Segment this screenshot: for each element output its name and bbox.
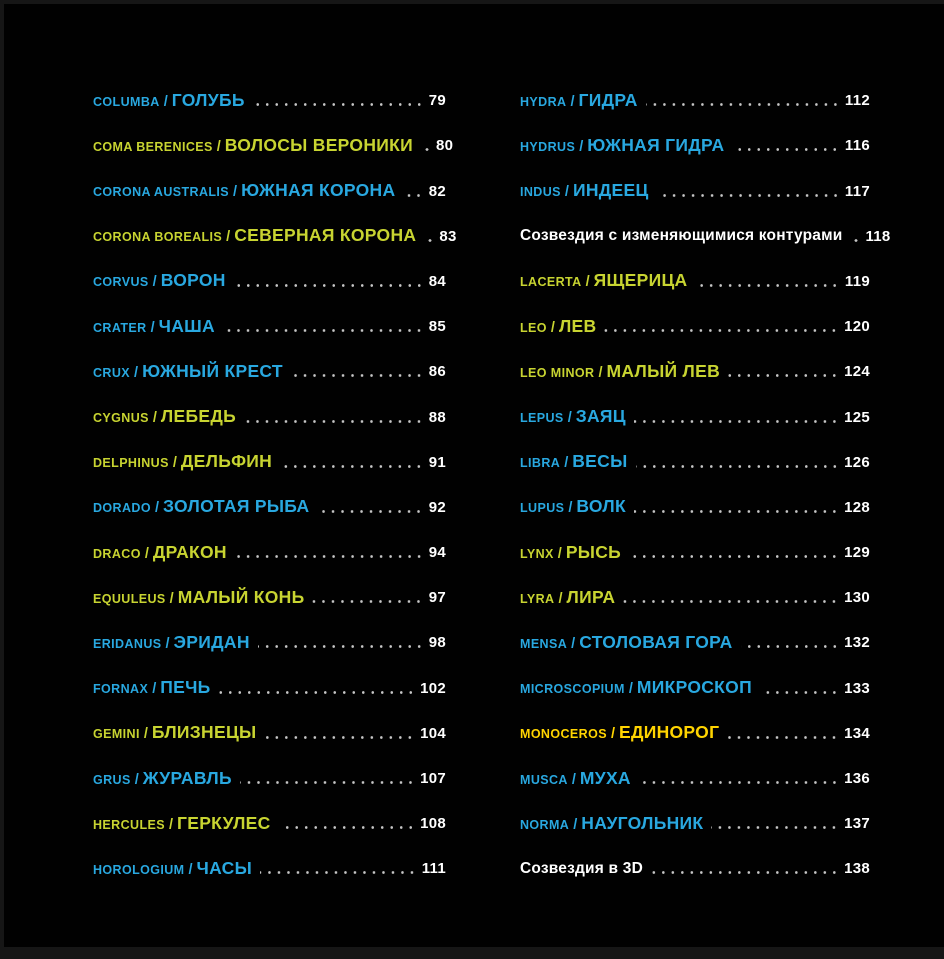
toc-separator: /	[150, 319, 155, 336]
toc-page-number: 82	[428, 182, 446, 200]
toc-entry-row[interactable]	[93, 213, 457, 258]
toc-separator: /	[144, 545, 149, 562]
toc-entry-row[interactable]	[520, 167, 870, 212]
toc-entry-row[interactable]	[93, 664, 446, 709]
toc-russian-name: ВОРОН	[160, 270, 226, 291]
toc-entry-row[interactable]	[93, 258, 446, 303]
toc-entry-row[interactable]	[520, 439, 870, 484]
toc-russian-name: ЛИРА	[566, 586, 616, 607]
toc-latin-name: HOROLOGIUM	[93, 862, 185, 877]
toc-separator: /	[165, 635, 170, 652]
dot-leader	[280, 465, 424, 468]
toc-section-row[interactable]	[520, 845, 870, 890]
toc-separator: /	[152, 274, 157, 291]
dot-leader	[850, 239, 860, 242]
toc-page-number: 80	[436, 137, 454, 155]
toc-latin-name: GRUS	[93, 772, 131, 787]
toc-russian-name: ЮЖНАЯ ГИДРА	[587, 134, 725, 155]
toc-russian-name: ВОЛК	[576, 496, 626, 517]
toc-page-number: 128	[844, 498, 870, 516]
dot-leader	[219, 691, 416, 694]
toc-entry-row[interactable]	[93, 529, 446, 574]
toc-entry-row[interactable]	[93, 710, 446, 755]
dot-leader	[727, 736, 839, 739]
toc-page-number: 130	[844, 589, 870, 607]
dot-leader	[223, 329, 424, 332]
toc-russian-name: ЧАША	[158, 315, 215, 336]
toc-separator: /	[558, 590, 563, 607]
toc-latin-name: LEO MINOR	[520, 365, 595, 380]
toc-entry-row[interactable]	[93, 619, 446, 664]
toc-section-label: Созвездия с изменяющимися контурами	[520, 227, 843, 245]
toc-separator: /	[168, 816, 173, 833]
toc-latin-name: HYDRA	[520, 94, 567, 109]
toc-russian-name: ПЕЧЬ	[160, 677, 211, 698]
toc-latin-name: DRACO	[93, 546, 141, 561]
toc-page-number: 107	[420, 770, 446, 787]
toc-entry-row[interactable]	[93, 800, 446, 845]
toc-russian-name: ЯЩЕРИЦА	[593, 270, 688, 291]
toc-latin-name: MONOCEROS	[520, 727, 607, 742]
toc-latin-name: ERIDANUS	[93, 636, 162, 651]
toc-russian-name: ЖУРАВЛЬ	[142, 767, 232, 788]
dot-leader	[312, 600, 423, 603]
toc-page-number: 132	[844, 634, 870, 652]
toc-entry-row[interactable]	[93, 484, 446, 529]
toc-russian-name: ЛЕБЕДЬ	[160, 406, 236, 426]
toc-russian-name: ЗОЛОТАЯ РЫБА	[163, 496, 310, 517]
toc-separator: /	[233, 184, 238, 201]
toc-latin-name: CORONA BOREALIS	[93, 230, 223, 245]
toc-separator: /	[585, 274, 590, 291]
toc-page-number: 86	[428, 363, 446, 381]
dot-leader	[253, 103, 424, 106]
toc-latin-name: CRUX	[93, 365, 131, 380]
toc-entry-row[interactable]	[93, 77, 446, 122]
toc-column-right	[520, 77, 891, 890]
toc-entry-row[interactable]	[520, 393, 870, 438]
toc-russian-name: ИНДЕЕЦ	[572, 180, 649, 201]
toc-latin-name: FORNAX	[93, 682, 149, 697]
dot-leader	[760, 691, 839, 694]
toc-russian-name: ГОЛУБЬ	[171, 89, 245, 110]
toc-page-number: 104	[420, 724, 446, 742]
toc-separator: /	[134, 771, 139, 788]
toc-russian-name: ЧАСЫ	[196, 857, 252, 878]
toc-latin-name: MICROSCOPIUM	[520, 682, 625, 697]
toc-russian-name: РЫСЬ	[565, 541, 622, 562]
toc-column-left	[93, 77, 457, 890]
toc-latin-name: HERCULES	[93, 817, 165, 832]
toc-entry-row[interactable]	[93, 167, 446, 212]
toc-page-number: 129	[844, 544, 870, 562]
toc-latin-name: CYGNUS	[93, 411, 149, 425]
toc-russian-name: МАЛЫЙ КОНЬ	[177, 586, 305, 607]
toc-entry-row[interactable]	[520, 664, 870, 709]
toc-page-number: 92	[428, 498, 446, 516]
toc-page-number: 137	[844, 815, 870, 833]
toc-separator: /	[172, 455, 177, 472]
toc-page-number: 117	[844, 182, 870, 200]
toc-russian-name: МИКРОСКОП	[636, 677, 752, 698]
toc-entry-row[interactable]	[93, 122, 454, 167]
toc-latin-name: LYRA	[520, 591, 555, 606]
toc-entry-row[interactable]	[520, 303, 870, 348]
toc-page-number: 97	[428, 589, 446, 607]
toc-separator: /	[152, 410, 157, 426]
dot-leader	[651, 871, 839, 874]
dot-leader	[634, 420, 839, 423]
toc-russian-name: СТОЛОВАЯ ГОРА	[579, 631, 733, 652]
toc-separator: /	[570, 93, 575, 110]
toc-latin-name: DELPHINUS	[93, 456, 169, 471]
dot-leader	[741, 645, 840, 648]
toc-latin-name: COLUMBA	[93, 94, 160, 109]
dot-leader	[728, 374, 839, 377]
toc-entry-row[interactable]	[520, 800, 870, 845]
dot-leader	[639, 781, 839, 784]
toc-entry-row[interactable]	[93, 303, 446, 348]
toc-page-number: 119	[844, 272, 870, 290]
toc-entry-row[interactable]	[520, 755, 870, 800]
dot-leader	[317, 510, 423, 513]
toc-latin-name: GEMINI	[93, 727, 140, 742]
toc-page	[4, 4, 944, 947]
toc-russian-name: ГЕРКУЛЕС	[177, 812, 271, 833]
toc-russian-name: ЭРИДАН	[173, 631, 250, 652]
toc-page-number: 102	[420, 679, 446, 697]
dot-leader	[604, 329, 839, 332]
dot-leader	[260, 871, 417, 874]
toc-latin-name: NORMA	[520, 817, 570, 832]
toc-page-number: 126	[844, 453, 870, 471]
toc-latin-name: LEPUS	[520, 411, 564, 425]
toc-entry-row[interactable]	[520, 529, 870, 574]
toc-page-number: 91	[428, 453, 446, 471]
dot-leader	[636, 465, 840, 468]
toc-entry-row[interactable]	[93, 393, 446, 438]
toc-russian-name: БЛИЗНЕЦЫ	[151, 722, 257, 743]
dot-leader	[711, 826, 839, 829]
dot-leader	[623, 600, 839, 603]
dot-leader	[695, 284, 839, 287]
toc-page-number: 94	[428, 544, 446, 562]
toc-latin-name: LIBRA	[520, 456, 561, 471]
dot-leader	[629, 555, 839, 558]
toc-page-number: 112	[844, 92, 870, 110]
dot-leader	[291, 374, 424, 377]
dot-leader	[657, 194, 840, 197]
toc-separator: /	[134, 364, 139, 381]
toc-page-number: 79	[428, 92, 446, 110]
toc-separator: /	[564, 184, 569, 201]
toc-separator: /	[163, 93, 168, 110]
toc-entry-row[interactable]	[520, 348, 870, 393]
toc-russian-name: ДРАКОН	[152, 541, 227, 562]
dot-leader	[258, 645, 424, 648]
toc-entry-row[interactable]	[520, 484, 870, 529]
toc-entry-row[interactable]	[520, 710, 870, 755]
toc-russian-name: ГИДРА	[578, 89, 638, 110]
toc-russian-name: ЕДИНОРОГ	[618, 722, 720, 743]
toc-separator: /	[143, 726, 148, 743]
dot-leader	[403, 194, 423, 197]
toc-russian-name: ЛЕВ	[558, 315, 597, 336]
toc-latin-name: HYDRUS	[520, 139, 576, 154]
toc-latin-name: CORVUS	[93, 275, 149, 290]
dot-leader	[732, 148, 839, 151]
toc-entry-row[interactable]	[93, 845, 446, 890]
toc-separator: /	[598, 364, 603, 381]
toc-section-row[interactable]	[520, 213, 891, 258]
toc-latin-name: LACERTA	[520, 275, 582, 290]
toc-latin-name: LEO	[520, 320, 547, 335]
toc-separator: /	[564, 455, 569, 472]
toc-entry-row[interactable]	[520, 77, 870, 122]
toc-latin-name: MENSA	[520, 636, 568, 651]
toc-separator: /	[571, 635, 576, 652]
dot-leader	[421, 148, 431, 151]
toc-latin-name: LYNX	[520, 546, 554, 561]
toc-entry-row[interactable]	[520, 619, 870, 664]
toc-section-label: Созвездия в 3D	[520, 859, 643, 877]
toc-page-number: 83	[439, 227, 457, 245]
toc-separator: /	[216, 138, 221, 155]
toc-russian-name: ДЕЛЬФИН	[180, 451, 273, 472]
toc-page-number: 88	[428, 408, 446, 426]
toc-russian-name: МУХА	[579, 767, 631, 788]
toc-russian-name: ЮЖНАЯ КОРОНА	[241, 180, 396, 201]
toc-latin-name: EQUULEUS	[93, 591, 166, 606]
dot-leader	[234, 284, 424, 287]
toc-page-number: 118	[865, 227, 891, 245]
toc-entry-row[interactable]	[520, 574, 870, 619]
toc-latin-name: DORADO	[93, 501, 151, 516]
toc-russian-name: ВОЛОСЫ ВЕРОНИКИ	[224, 134, 414, 155]
toc-page-number: 134	[844, 724, 870, 742]
dot-leader	[240, 781, 415, 784]
toc-separator: /	[610, 726, 615, 743]
toc-latin-name: LUPUS	[520, 501, 565, 516]
toc-page-number: 116	[844, 137, 870, 155]
toc-latin-name: CORONA AUSTRALIS	[93, 185, 230, 200]
toc-latin-name: COMA BERENICES	[93, 139, 213, 154]
toc-russian-name: МАЛЫЙ ЛЕВ	[606, 360, 721, 381]
toc-separator: /	[567, 410, 572, 426]
dot-leader	[646, 103, 840, 106]
toc-page-number: 108	[420, 815, 446, 833]
toc-page-number: 125	[844, 408, 870, 426]
toc-separator: /	[628, 681, 633, 698]
toc-separator: /	[154, 500, 159, 517]
toc-russian-name: ЗАЯЦ	[575, 406, 626, 426]
dot-leader	[244, 420, 424, 423]
toc-latin-name: MUSCA	[520, 772, 568, 787]
toc-separator: /	[557, 545, 562, 562]
toc-entry-row[interactable]	[520, 122, 870, 167]
toc-page-number: 120	[844, 318, 870, 336]
toc-page-number: 85	[428, 318, 446, 336]
toc-russian-name: ЮЖНЫЙ КРЕСТ	[142, 360, 283, 381]
toc-entry-row[interactable]	[520, 258, 870, 303]
toc-russian-name: НАУГОЛЬНИК	[581, 812, 704, 833]
toc-separator: /	[550, 319, 555, 336]
toc-entry-row[interactable]	[93, 348, 446, 393]
toc-russian-name: ВЕСЫ	[572, 451, 628, 472]
dot-leader	[235, 555, 424, 558]
toc-page-number: 84	[428, 272, 446, 290]
toc-separator: /	[573, 816, 578, 833]
toc-entry-row[interactable]	[93, 755, 446, 800]
dot-leader	[279, 826, 415, 829]
toc-separator: /	[571, 771, 576, 788]
toc-page-number: 111	[421, 860, 446, 878]
toc-entry-row[interactable]	[93, 439, 446, 484]
toc-separator: /	[188, 861, 193, 878]
dot-leader	[424, 239, 434, 242]
dot-leader	[264, 736, 415, 739]
toc-separator: /	[169, 590, 174, 607]
toc-separator: /	[568, 500, 573, 517]
toc-latin-name: CRATER	[93, 320, 147, 335]
toc-page-number: 98	[428, 634, 446, 652]
toc-page-number: 133	[844, 679, 870, 697]
toc-page-number: 136	[844, 770, 870, 787]
toc-latin-name: INDUS	[520, 185, 561, 200]
toc-entry-row[interactable]	[93, 574, 446, 619]
toc-separator: /	[152, 681, 157, 698]
toc-page-number: 124	[844, 363, 870, 381]
toc-russian-name: СЕВЕРНАЯ КОРОНА	[234, 225, 417, 246]
toc-separator: /	[226, 229, 231, 246]
toc-page-number: 138	[844, 860, 870, 878]
dot-leader	[634, 510, 839, 513]
toc-separator: /	[579, 138, 584, 155]
